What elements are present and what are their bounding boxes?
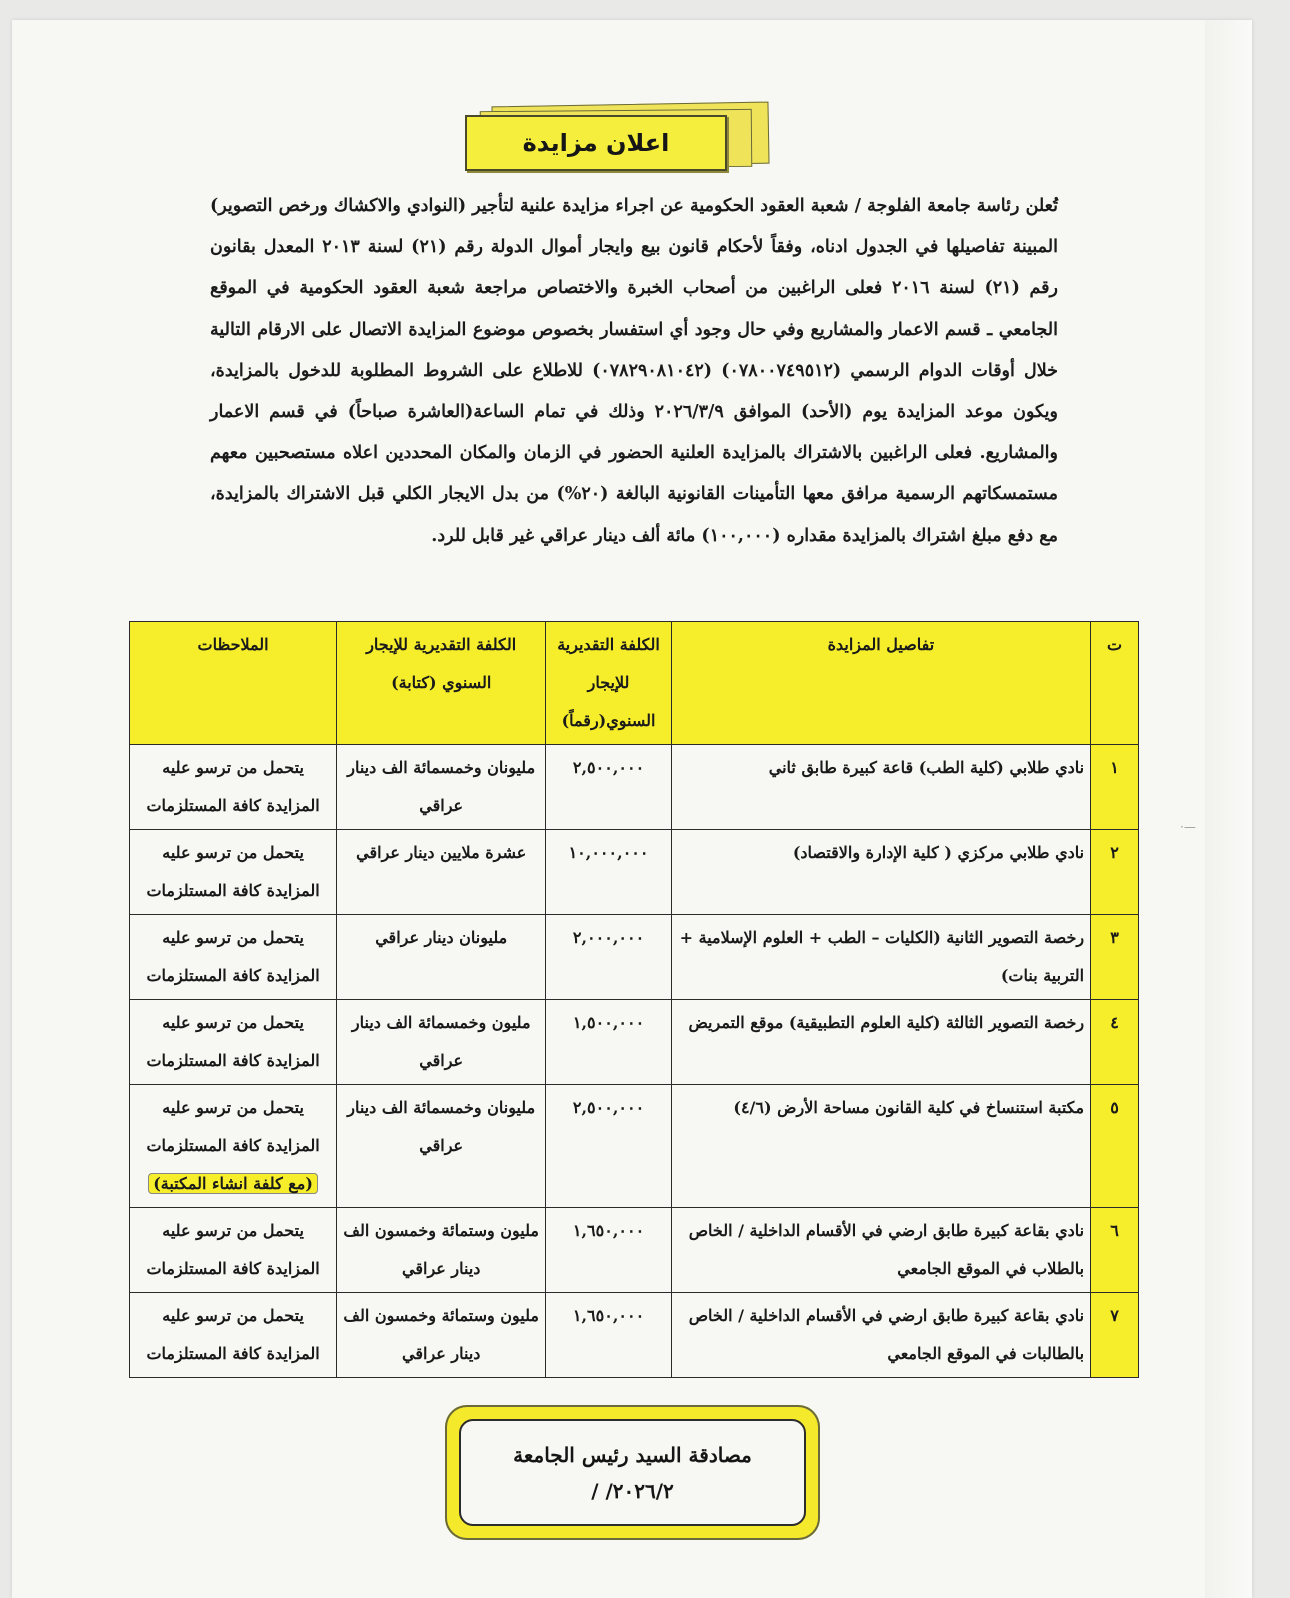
row-notes: يتحمل من ترسو عليه المزايدة كافة المستلزمات [130, 830, 337, 915]
table-row [130, 745, 1139, 830]
header-cost-written: الكلفة التقديرية للإيجار السنوي (كتابة) [337, 622, 546, 745]
row-cost-written: مليون وخمسمائة الف دينار عراقي [337, 1000, 546, 1085]
approval-date: ٢٠٢٦/٢/ / [591, 1478, 674, 1503]
row-cost-written: عشرة ملايين دينار عراقي [337, 830, 546, 915]
document-title: اعلان مزايدة [522, 129, 670, 157]
row-num: ٧ [1091, 1293, 1139, 1378]
row-num: ٣ [1091, 915, 1139, 1000]
approval-title: مصادقة السيد رئيس الجامعة [513, 1442, 752, 1467]
table-row [130, 1000, 1139, 1085]
row-details: نادي بقاعة كبيرة طابق ارضي في الأقسام الداخلية / الخاص بالطالبات في الموقع الجامعي [671, 1293, 1090, 1378]
table-row [130, 1085, 1139, 1208]
row-details: رخصة التصوير الثانية (الكليات – الطب + العلوم الإسلامية + التربية بنات) [671, 915, 1090, 1000]
row-num: ٦ [1091, 1208, 1139, 1293]
header-num: ت [1091, 622, 1139, 745]
row-details: مكتبة استنساخ في كلية القانون مساحة الأرض (٤/٦) [671, 1085, 1090, 1208]
margin-mark: ·— [1180, 820, 1196, 834]
approval-box [459, 1419, 806, 1526]
row-details: نادي طلابي مركزي ( كلية الإدارة والاقتصاد) [671, 830, 1090, 915]
row-cost-written: مليون وستمائة وخمسون الف دينار عراقي [337, 1208, 546, 1293]
row-cost-written: مليون وستمائة وخمسون الف دينار عراقي [337, 1293, 546, 1378]
header-details: تفاصيل المزايدة [671, 622, 1090, 745]
auction-table [129, 621, 1139, 1378]
title-plate [465, 115, 727, 171]
table-row [130, 915, 1139, 1000]
row-cost: ١,٥٠٠,٠٠٠ [546, 1000, 671, 1085]
table-row [130, 1208, 1139, 1293]
row-cost: ١٠,٠٠٠,٠٠٠ [546, 830, 671, 915]
row-notes: يتحمل من ترسو عليه المزايدة كافة المستلزمات [130, 745, 337, 830]
intro-paragraph: تُعلن رئاسة جامعة الفلوجة / شعبة العقود الحكومية عن اجراء مزايدة علنية لتأجير (النوادي والاكشاك ورخص التصوير) المبينة تفاصيلها في الجدول ادناه، وفقاً لأحكام قانون بيع وايجار أموال الدولة رقم (٢١) لسنة ٢٠١٣ المعدل بقانون رقم (٢١) لسنة ٢٠١٦ فعلى الراغبين من أصحاب الخبرة والاختصاص مراجعة شعبة العقود الحكومية في الموقع الجامعي ـ قسم الاعمار والمشاريع وفي حال وجود أي استفسار بخصوص موضوع المزايدة الاتصال على الارقام التالية خلال أوقات الدوام الرسمي (٠٧٨٠٠٧٤٩٥١٢) (٠٧٨٢٩٠٨١٠٤٢) للاطلاع على الشروط المطلوبة للدخول بالمزايدة، ويكون موعد المزايدة يوم (الأحد) الموافق ٢٠٢٦/٣/٩ وذلك في تمام الساعة(العاشرة صباحاً) في قسم الاعمار والمشاريع. فعلى الراغبين بالاشتراك بالمزايدة العلنية الحضور في الزمان والمكان المحددين اعلاه مستصحبين معهم مستمسكاتهم الرسمية مرافق معها التأمينات القانونية البالغة (٢٠%) من بدل الايجار الكلي قبل الاشتراك بالمزايدة، مع دفع مبلغ اشتراك بالمزايدة مقداره (١٠٠,٠٠٠) مائة ألف دينار عراقي غير قابل للرد. [210, 196, 1058, 546]
row-num: ٥ [1091, 1085, 1139, 1208]
row-cost: ١,٦٥٠,٠٠٠ [546, 1293, 671, 1378]
row-notes-text: يتحمل من ترسو عليه المزايدة كافة المستلزمات [146, 1098, 320, 1155]
row-cost: ١,٦٥٠,٠٠٠ [546, 1208, 671, 1293]
row-notes-extra: (مع كلفة انشاء المكتبة) [148, 1173, 318, 1194]
row-details: نادي بقاعة كبيرة طابق ارضي في الأقسام الداخلية / الخاص بالطلاب في الموقع الجامعي [671, 1208, 1090, 1293]
row-cost: ٢,٠٠٠,٠٠٠ [546, 915, 671, 1000]
row-num: ٢ [1091, 830, 1139, 915]
table-row [130, 830, 1139, 915]
row-notes [130, 1085, 337, 1208]
row-notes: يتحمل من ترسو عليه المزايدة كافة المستلزمات [130, 1293, 337, 1378]
row-cost: ٢,٥٠٠,٠٠٠ [546, 1085, 671, 1208]
row-notes: يتحمل من ترسو عليه المزايدة كافة المستلزمات [130, 915, 337, 1000]
row-details: رخصة التصوير الثالثة (كلية العلوم التطبيقية) موقع التمريض [671, 1000, 1090, 1085]
row-notes: يتحمل من ترسو عليه المزايدة كافة المستلزمات [130, 1000, 337, 1085]
row-num: ٤ [1091, 1000, 1139, 1085]
row-details: نادي طلابي (كلية الطب) قاعة كبيرة طابق ثاني [671, 745, 1090, 830]
row-cost: ٢,٥٠٠,٠٠٠ [546, 745, 671, 830]
table-header-row [130, 622, 1139, 745]
header-notes: الملاحظات [130, 622, 337, 745]
row-num: ١ [1091, 745, 1139, 830]
approval-stamp [445, 1405, 820, 1540]
page-edge-shadow [1205, 20, 1252, 1598]
row-cost-written: مليونان دينار عراقي [337, 915, 546, 1000]
header-cost-numeric: الكلفة التقديرية للإيجار السنوي(رقماً) [546, 622, 671, 745]
row-cost-written: مليونان وخمسمائة الف دينار عراقي [337, 745, 546, 830]
row-notes: يتحمل من ترسو عليه المزايدة كافة المستلزمات [130, 1208, 337, 1293]
table-row [130, 1293, 1139, 1378]
row-cost-written: مليونان وخمسمائة الف دينار عراقي [337, 1085, 546, 1208]
